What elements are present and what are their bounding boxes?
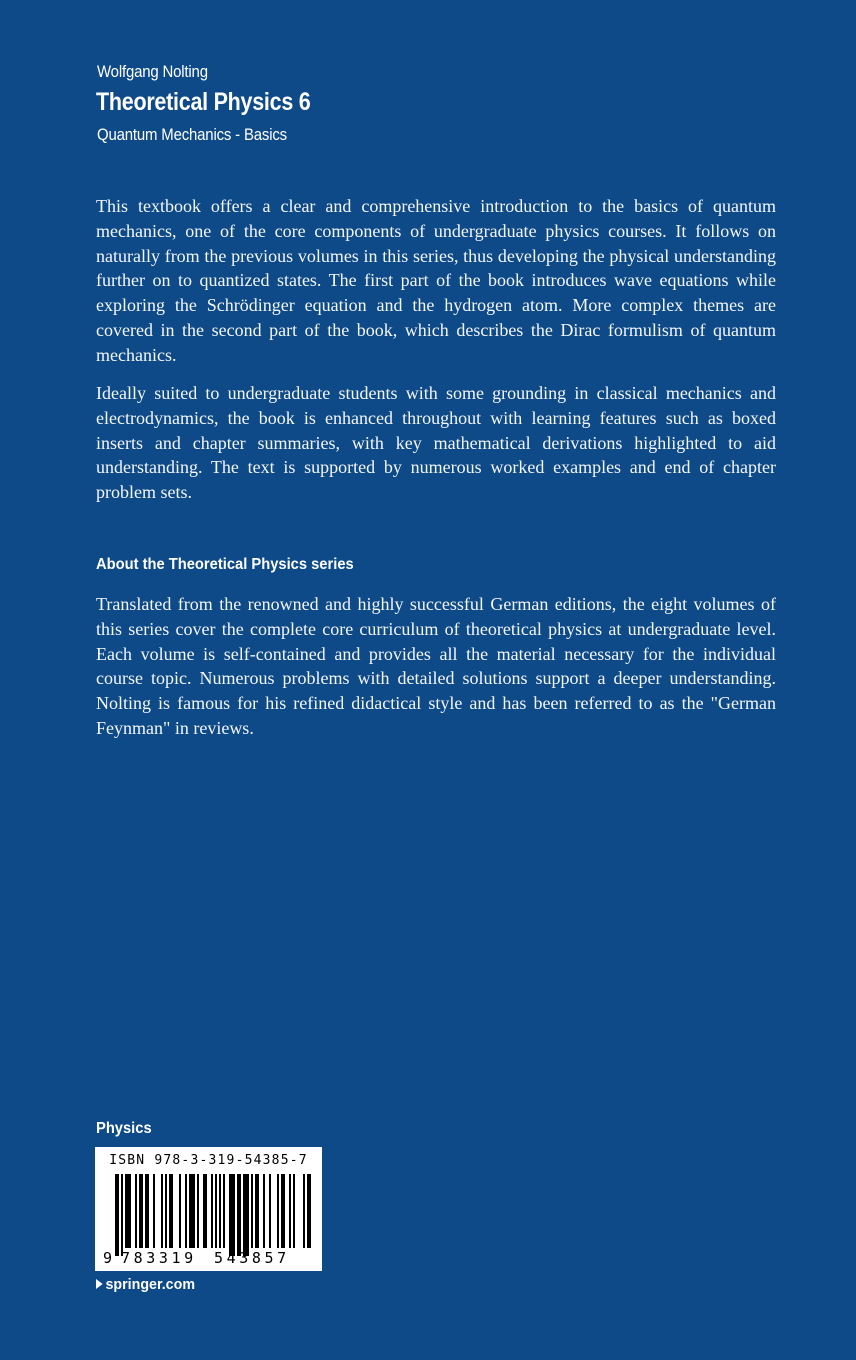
barcode-bar [215, 1174, 217, 1248]
barcode-bar [145, 1174, 149, 1248]
barcode-bar [293, 1174, 295, 1248]
barcode-bar [115, 1174, 119, 1256]
barcode-digits-left: 783319 [121, 1249, 197, 1266]
series-heading: About the Theoretical Physics series [96, 556, 354, 573]
barcode-bar [255, 1174, 259, 1248]
barcode-bar [197, 1174, 199, 1248]
barcode-bar [203, 1174, 207, 1248]
author-name: Wolfgang Nolting [97, 62, 208, 81]
barcode-bar [243, 1174, 249, 1256]
subject-label: Physics [96, 1120, 152, 1137]
description-paragraph: This textbook offers a clear and comprehensive introduction to the basics of quantum mechanics, one of the core components of undergraduate physics courses. It follows on naturally from the previous volumes in this series, thus developing the physical understanding further on to quantized states. The first part of the book introduces wave equations while exploring the Schrödinger equation and the hydrogen atom. More complex themes are covered in the second part of the book, which describes the Dirac formulism of quantum mechanics. [96, 196, 776, 365]
barcode-bar [219, 1174, 221, 1248]
barcode-bar [179, 1174, 181, 1248]
barcode-bar [229, 1174, 235, 1256]
arrow-right-icon [96, 1279, 103, 1289]
barcode-bar [251, 1174, 253, 1248]
barcode-bar [269, 1174, 271, 1248]
barcode-bar [121, 1174, 123, 1256]
barcode-bar [161, 1174, 163, 1248]
barcode-bar [165, 1174, 167, 1248]
barcode-bars [115, 1174, 311, 1256]
barcode-bar [211, 1174, 213, 1248]
barcode-bar [135, 1174, 137, 1248]
barcode-bar [189, 1174, 195, 1248]
barcode-bar [223, 1174, 225, 1248]
springer-website-text: springer.com [105, 1276, 195, 1293]
book-title: Theoretical Physics 6 [96, 88, 311, 116]
barcode-bar [263, 1174, 265, 1248]
book-subtitle: Quantum Mechanics - Basics [97, 125, 287, 144]
barcode-bar [139, 1174, 143, 1248]
barcode-bar [169, 1174, 173, 1248]
barcode-bar [277, 1174, 279, 1248]
isbn-label: ISBN 978-3-319-54385-7 [109, 1153, 308, 1168]
barcode-bar [153, 1174, 155, 1248]
isbn-barcode [95, 1147, 322, 1271]
barcode-bar [303, 1174, 305, 1248]
springer-website-link[interactable] [96, 1276, 195, 1293]
barcode-digits-right: 543857 [214, 1249, 290, 1266]
barcode-graphic [101, 1174, 316, 1266]
barcode-bar [237, 1174, 241, 1256]
barcode-bar [281, 1174, 285, 1248]
barcode-bar [185, 1174, 187, 1248]
barcode-digit-prefix: 9 [103, 1249, 113, 1266]
barcode-bar [307, 1174, 311, 1248]
barcode-bar [289, 1174, 291, 1248]
series-paragraph: Translated from the renowned and highly successful German editions, the eight volumes of this series cover the complete core curriculum of theoretical physics at undergraduate level. Each volume is self-contained and provides all the material necessary for the individual course topic. Numerous problems with detailed solutions support a deeper understanding. Nolting is famous for his refined didactical style and has been referred to as the "German Feynman" in reviews. [96, 594, 776, 738]
barcode-bar [125, 1174, 131, 1248]
description-paragraph: Ideally suited to undergraduate students with some grounding in classical mechanics and electrodynamics, the book is enhanced throughout with learning features such as boxed inserts and chapter summaries, with key mathematical derivations highlighted to aid understanding. The text is supported by numerous worked examples and end of chapter problem sets. [96, 383, 776, 503]
